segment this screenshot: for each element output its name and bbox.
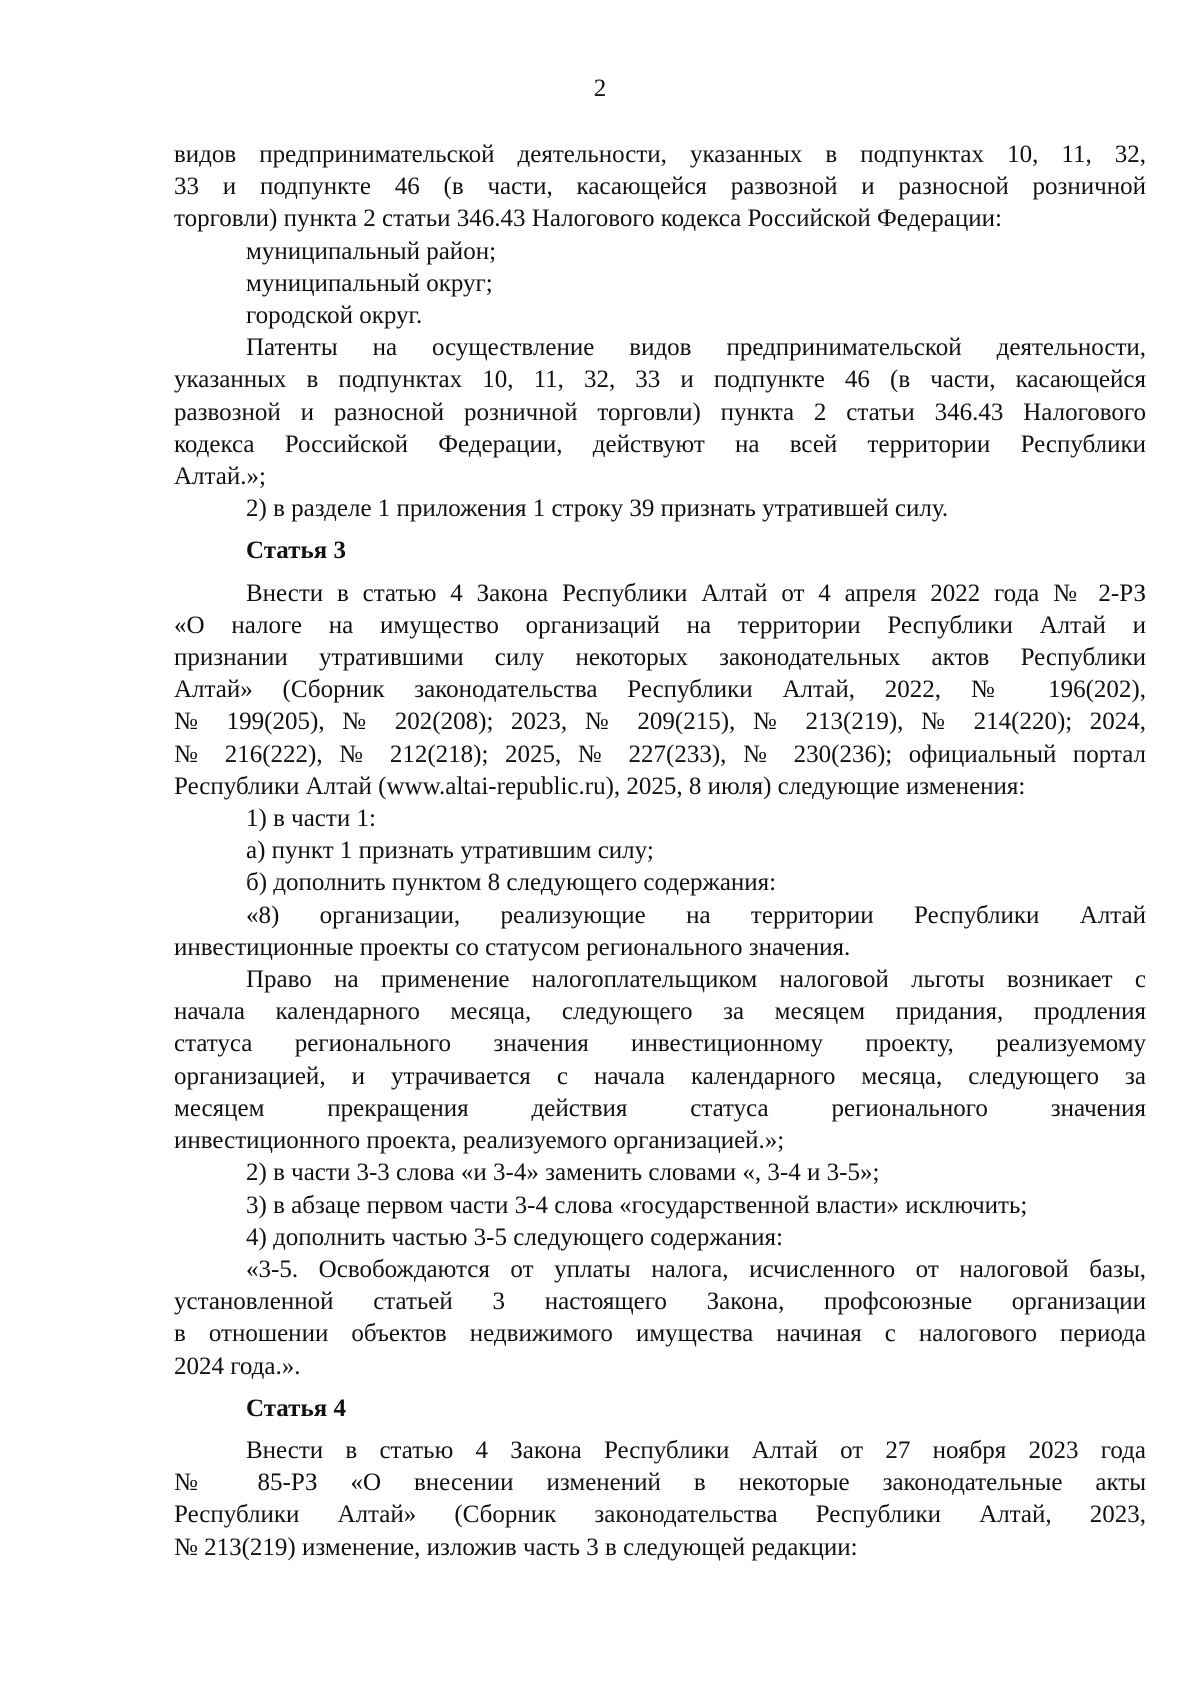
text-line: месяцем прекращения действия статуса регионального значения [174,1094,1146,1122]
text-line: признании утратившими силу некоторых законодательных актов Республики [174,644,1146,672]
text-line: № 199(205), № 202(208); 2023, № 209(215), № 213(219), № 214(220); 2024, [174,708,1146,736]
text-line: «3-5. Освобождаются от уплаты налога, исчисленного от налоговой базы, [246,1255,1146,1283]
text-line: установленной статьей 3 настоящего Закона, профсоюзные организации [174,1288,1146,1316]
list-item: а) пункт 1 признать утратившим силу; [246,837,654,865]
text-line: Внести в статью 4 Закона Республики Алтай от 27 ноября 2023 года [246,1436,1146,1464]
text-line: торговли) пункта 2 статьи 346.43 Налогового кодекса Российской Федерации: [174,205,1002,233]
text-line: «8) организации, реализующие на территории Республики Алтай [246,901,1146,929]
text-line: инвестиционного проекта, реализуемого организацией.»; [174,1127,785,1155]
text-line: кодекса Российской Федерации, действуют на всей территории Республики [174,430,1146,458]
text-line: Республики Алтай (www.altai-republic.ru), 2025, 8 июля) следующие изменения: [174,772,1026,800]
text-line: статуса регионального значения инвестиционному проекту, реализуемому [174,1030,1146,1058]
list-item: 1) в части 1: [246,805,376,833]
text-line: организацией, и утрачивается с начала календарного месяца, следующего за [174,1062,1146,1090]
list-item: 3) в абзаце первом части 3-4 слова «государственной власти» исключить; [246,1191,1028,1219]
text-line: 2024 года.». [174,1352,301,1380]
text-line: «О налоге на имущество организаций на территории Республики Алтай и [174,611,1146,639]
text-line: Патенты на осуществление видов предпринимательской деятельности, [246,334,1146,362]
text-line: Алтай.»; [174,463,266,491]
list-item: муниципальный округ; [246,269,493,297]
text-line: инвестиционные проекты со статусом регионального значения. [174,933,851,961]
text-line: развозной и разносной розничной торговли) пункта 2 статьи 346.43 Налогового [174,398,1146,426]
text-line: № 213(219) изменение, изложив часть 3 в следующей редакции: [174,1533,858,1561]
list-item: муниципальный район; [246,237,497,265]
text-line: № 216(222), № 212(218); 2025, № 227(233), № 230(236); официальный портал [174,740,1146,768]
text-line: начала календарного месяца, следующего за месяцем придания, продления [174,998,1146,1026]
text-line: Внести в статью 4 Закона Республики Алтай от 4 апреля 2022 года № 2-РЗ [246,579,1146,607]
article-heading: Статья 4 [246,1394,346,1422]
page-number: 2 [593,75,607,102]
text-line: 33 и подпункте 46 (в части, касающейся развозной и разносной розничной [174,173,1146,201]
text-line: Алтай» (Сборник законодательства Республики Алтай, 2022, № 196(202), [174,676,1146,704]
list-item: 2) в части 3-3 слова «и 3-4» заменить словами «, 3-4 и 3-5»; [246,1159,880,1187]
article-heading: Статья 3 [246,537,346,565]
document-body [174,139,1146,1564]
text-line: в отношении объектов недвижимого имущества начиная с налогового периода [174,1320,1146,1348]
list-item: б) дополнить пунктом 8 следующего содержания: [246,869,777,897]
text-line: Право на применение налогоплательщиком налоговой льготы возникает с [246,966,1146,994]
text-line: № 85-РЗ «О внесении изменений в некоторые законодательные акты [174,1469,1146,1497]
text-line: указанных в подпунктах 10, 11, 32, 33 и подпункте 46 (в части, касающейся [174,366,1146,394]
text-line: 2) в разделе 1 приложения 1 строку 39 признать утратившей силу. [246,495,949,523]
text-line: видов предпринимательской деятельности, указанных в подпунктах 10, 11, 32, [174,141,1146,168]
list-item: городской округ. [246,302,423,330]
text-line: Республики Алтай» (Сборник законодательства Республики Алтай, 2023, [174,1501,1146,1529]
list-item: 4) дополнить частью 3-5 следующего содержания: [246,1223,783,1251]
